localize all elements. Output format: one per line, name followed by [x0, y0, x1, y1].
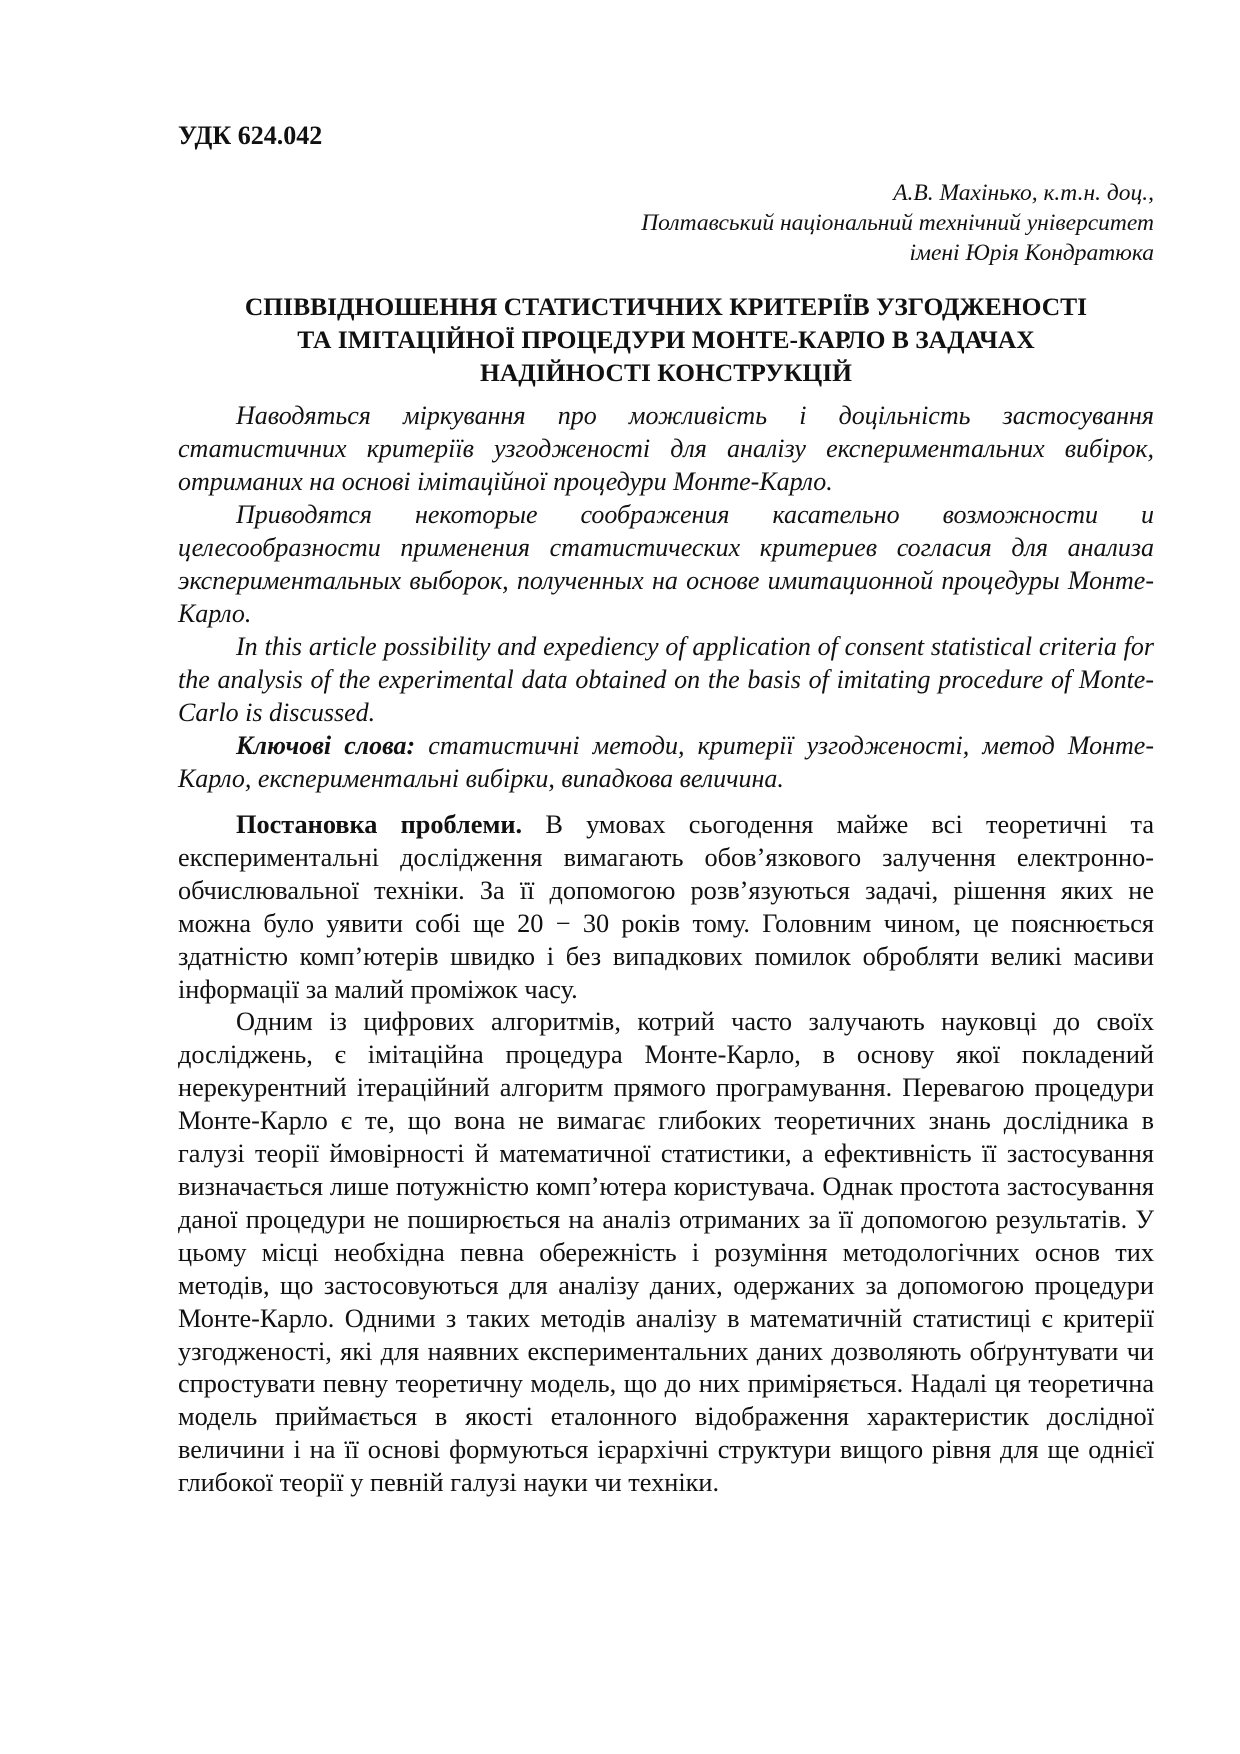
keywords-text: статистичні методи, критерії узгодженості, метод Монте-Карло, експериментальні вибірки, випадкова величина.: [178, 731, 1154, 793]
body-paragraph-2: Одним із цифрових алгоритмів, котрий часто залучають науковці до своїх досліджень, є імітаційна процедура Монте-Карло, в основу якої покладений нерекурентний ітераційний алгоритм прямого програмування. Перевагою процедури Монте-Карло є те, що вона не вимагає глибоких теоретичних знань дослідника в галузі теорії ймовірності й математичної статистики, а ефективність її застосування визначається лише потужністю комп’ютера користувача. Однак простота застосування даної процедури не поширюється на аналіз отриманих за її допомогою результатів. У цьому місці необхідна певна обережність і розуміння методологічних основ тих методів, що застосовуються для аналізу даних, одержаних за допомогою процедури Монте-Карло. Одними з таких методів аналізу в математичній статистиці є критерії узгодженості, які для наявних експериментальних даних дозволяють обґрунтувати чи спростувати певну теоретичну модель, що до них приміряється. Надалі ця теоретична модель приймається в якості еталонного відображення характеристик дослідної величини і на її основі формуються ієрархічні структури вищого рівня для ще однієї глибокої теорії у певній галузі науки чи техніки.: [178, 1007, 1154, 1498]
body-paragraph-1-text: В умовах сьогодення майже всі теоретичні та експериментальні дослідження вимагають обов’язкового залучення електронно-обчислювальної техніки. За її допомогою розв’язуються задачі, рішення яких не можна було уявити собі ще 20 − 30 років тому. Головним чином, це пояснюється здатністю комп’ютерів швидко і без випадкових помилок обробляти великі масиви інформації за малий проміжок часу.: [178, 810, 1154, 1004]
article-title: [176, 290, 1156, 389]
author-name: А.В. Махінько, к.т.н. доц.,: [893, 180, 1154, 206]
author-block: [178, 178, 1154, 268]
abstract-russian: Приводятся некоторые соображения касательно возможности и целесообразности применения статистических критериев согласия для анализа экспериментальных выборок, полученных на основе имитационной процедуры Монте-Карло.: [178, 500, 1154, 628]
keywords-label: Ключові слова:: [236, 731, 416, 760]
title-line-2: ТА ІМІТАЦІЙНОЇ ПРОЦЕДУРИ МОНТЕ-КАРЛО В ЗАДАЧАХ: [297, 325, 1035, 354]
body-paragraph-1: [178, 809, 1154, 1006]
title-line-1: СПІВВІДНОШЕННЯ СТАТИСТИЧНИХ КРИТЕРІЇВ УЗГОДЖЕНОСТІ: [244, 292, 1088, 321]
author-affiliation-line2: імені Юрія Кондратюка: [909, 240, 1154, 266]
abstract-ukrainian: Наводяться міркування про можливість і доцільність застосування статистичних критеріїв узгодженості для аналізу експериментальних вибірок, отриманих на основі імітаційної процедури Монте-Карло.: [178, 401, 1154, 496]
author-affiliation-line1: Полтавський національний технічний університет: [641, 210, 1154, 236]
abstract-english: In this article possibility and expediency of application of consent statistical criteria for the analysis of the experimental data obtained on the basis of imitating procedure of Monte-Carlo is discussed.: [178, 632, 1154, 727]
body-text: [178, 809, 1154, 1500]
section-heading-problem: Постановка проблеми.: [236, 810, 523, 839]
udk-code: УДК 624.042: [178, 121, 323, 150]
keywords: [178, 729, 1154, 795]
title-line-3: НАДІЙНОСТІ КОНСТРУКЦІЙ: [480, 358, 852, 387]
abstract-block: [178, 399, 1154, 795]
